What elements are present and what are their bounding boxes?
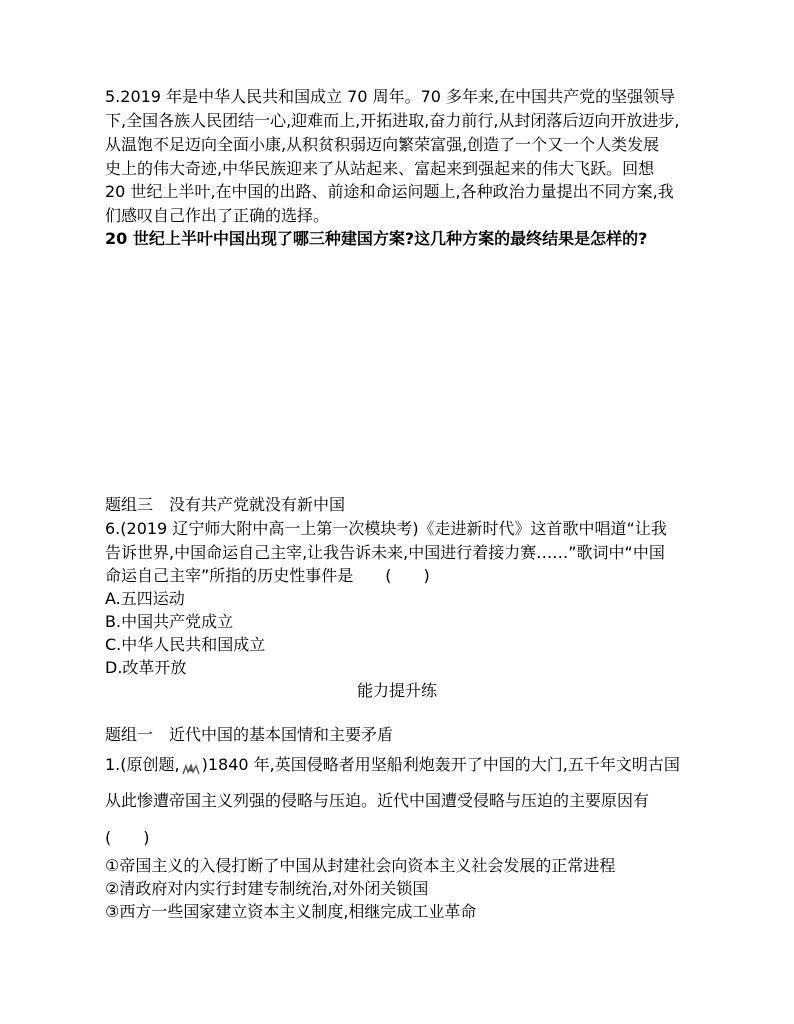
difficulty-star-icon bbox=[181, 760, 201, 772]
group3-title: 题组三 没有共产党就没有新中国 bbox=[105, 495, 346, 514]
q5-question: 20 世纪上半叶中国出现了哪三种建国方案?这几种方案的最终结果是怎样的? bbox=[105, 229, 648, 248]
q5-line-6: 们感叹自己作出了正确的选择。 bbox=[105, 206, 330, 225]
q6-line-3: 命运自己主宰”所指的历史性事件是 ( ) bbox=[105, 566, 430, 585]
q6-line-2: 告诉世界,中国命运自己主宰,让我告诉未来,中国进行着接力赛……”歌词中“中国 bbox=[105, 543, 665, 562]
group1-title: 题组一 近代中国的基本国情和主要矛盾 bbox=[105, 725, 394, 744]
q5-line-4: 史上的伟大奇迹,中华民族迎来了从站起来、富起来到强起来的伟大飞跃。回想 bbox=[105, 159, 655, 178]
q6-option-b: B.中国共产党成立 bbox=[105, 612, 234, 631]
q5-line-2: 下,全国各族人民团结一心,迎难而上,开拓进取,奋力前行,从封闭落后迈向开放进步, bbox=[105, 111, 680, 130]
section-title: 能力提升练 bbox=[356, 681, 437, 700]
q5-line-5: 20 世纪上半叶,在中国的出路、前途和命运问题上,各种政治力量提出不同方案,我 bbox=[105, 182, 674, 201]
q5-line-3: 从温饱不足迈向全面小康,从积贫积弱迈向繁荣富强,创造了一个又一个人类发展 bbox=[105, 135, 660, 154]
q6-option-c: C.中华人民共和国成立 bbox=[105, 635, 266, 654]
q1-prefix: 1.(原创题, bbox=[105, 755, 180, 774]
q1-item-3: ③西方一些国家建立资本主义制度,相继完成工业革命 bbox=[105, 902, 477, 921]
q1-suffix: )1840 年,英国侵略者用坚船利炮轰开了中国的大门,五千年文明古国 bbox=[201, 755, 680, 774]
q1-item-2: ②清政府对内实行封建专制统治,对外闭关锁国 bbox=[105, 879, 429, 898]
q1-line-2: 从此惨遭帝国主义列强的侵略与压迫。近代中国遭受侵略与压迫的主要原因有 bbox=[105, 791, 650, 810]
q6-option-a: A.五四运动 bbox=[105, 589, 185, 608]
q6-option-d: D.改革开放 bbox=[105, 658, 187, 677]
q5-line-1: 5.2019 年是中华人民共和国成立 70 周年。70 多年来,在中国共产党的坚强领导 bbox=[105, 87, 676, 106]
q6-line-1: 6.(2019 辽宁师大附中高一上第一次模块考)《走进新时代》这首歌中唱道“让我 bbox=[105, 519, 667, 538]
q1-blank: ( ) bbox=[105, 828, 150, 847]
q1-line-1 bbox=[105, 754, 680, 776]
q1-item-1: ①帝国主义的入侵打断了中国从封建社会向资本主义社会发展的正常进程 bbox=[105, 856, 616, 875]
